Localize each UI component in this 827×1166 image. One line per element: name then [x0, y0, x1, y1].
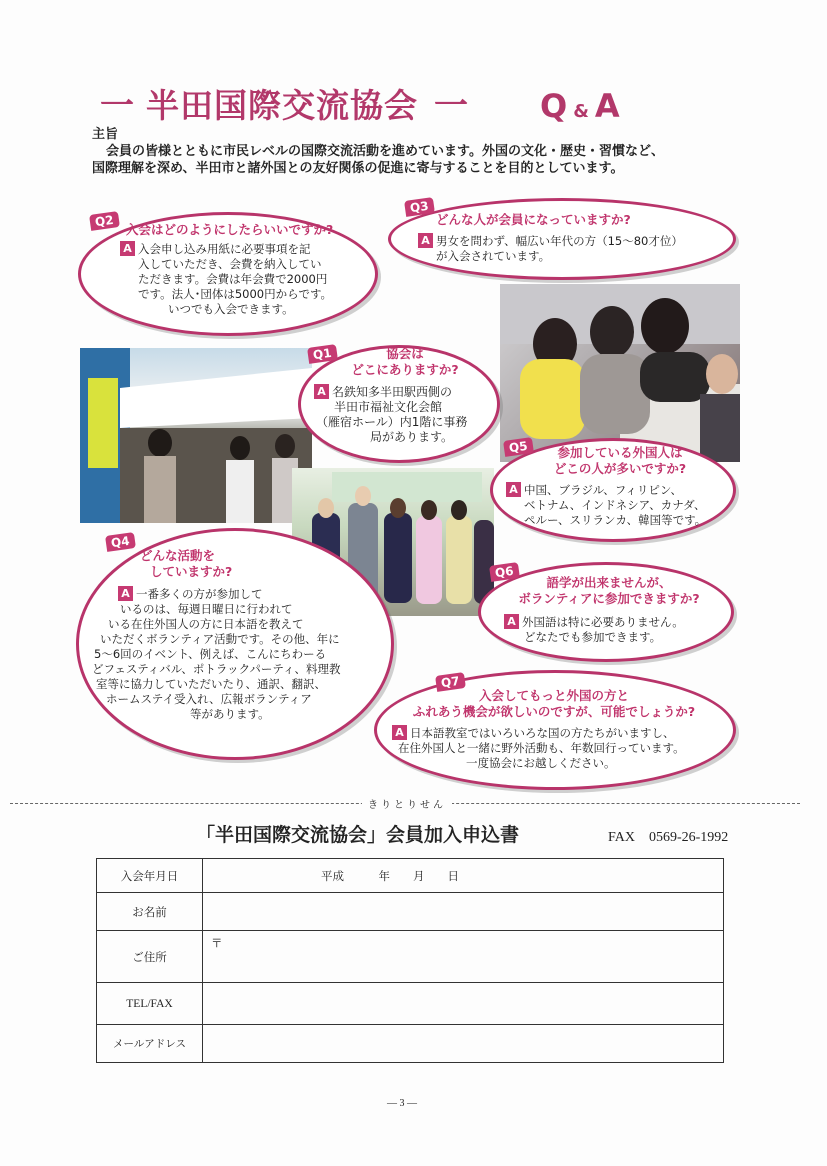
q4-answer: A 一番多くの方が参加して いるのは、毎週日曜日に行われて いる在住外国人の方に日本語を教えて いただくボランティア活動です。その他、年に 5～6回のイベント、例えば、こんにちわーる どフェスティバル、ポトラックパーティ、料理教 室等に協力していただいたり、通訳、翻訳、 ホームステイ受入れ、広報ボランティア 等があります。 — [92, 587, 341, 721]
cut-label: きりとりせん — [362, 796, 452, 811]
fax-number: FAX 0569-26-1992 — [608, 830, 729, 845]
email-field[interactable] — [203, 1025, 724, 1063]
q7-answer: A 日本語教室ではいろいろな国の方たちがいますし、 在住外国人と一緒に野外活動も、年数回行っています。 一度協会にお越しください。 — [392, 725, 728, 771]
name-field[interactable] — [203, 893, 724, 931]
festival-photo — [80, 348, 312, 523]
form-row-name — [97, 893, 724, 931]
q4-question: どんな活動を していますか? — [140, 548, 233, 579]
q5-tag: Q5 — [503, 437, 534, 457]
q1-question: 協会は どこにありますか? — [351, 346, 459, 377]
form-row-join-date — [97, 859, 724, 893]
q3-answer: A 男女を問わず、幅広い年代の方（15～80才位） が入会されています。 — [418, 233, 718, 264]
q2-answer: A 入会申し込み用紙に必要事項を記 入していただき、会費を納入してい ただきます。会費は年会費で2000円 です。法人･団体は5000円からです。 いつでも入会できます。 — [120, 241, 370, 317]
address-label: ご住所 — [97, 931, 203, 983]
q2-question: 入会はどのようにしたらいいですか? — [126, 222, 334, 237]
form-title: 「半田国際交流協会」会員加入申込書 — [196, 824, 520, 846]
purpose-line-1: 会員の皆様とともに市民レベルの国際交流活動を進めています。外国の文化・歴史・習慣など、 — [106, 144, 664, 159]
q6-answer: A 外国語は特に必要ありません。 どなたでも参加できます。 — [504, 614, 724, 645]
purpose-heading: 主旨 — [92, 127, 119, 142]
tel-fax-label: TEL/FAX — [97, 983, 203, 1025]
answer-badge: A — [120, 241, 135, 256]
q6-tag: Q6 — [489, 562, 520, 582]
join-date-field[interactable]: 平成 年 月 日 — [203, 859, 724, 893]
q3-question: どんな人が会員になっていますか? — [436, 212, 631, 227]
title-dash-right: 一 — [434, 86, 468, 126]
q7-question: 入会してもっと外国の方と ふれあう機会が欲しいのですが、可能でしょうか? — [412, 688, 696, 719]
q3-tag: Q3 — [404, 197, 435, 217]
purpose-section — [92, 126, 752, 177]
q6-question: 語学が出来ませんが、 ボランティアに参加できますか? — [518, 575, 700, 606]
form-row-address — [97, 931, 724, 983]
q2-tag: Q2 — [89, 211, 120, 231]
q1-answer: A 名鉄知多半田駅西側の 半田市福祉文化会館 （雁宿ホール）内1階に事務 局があります。 — [316, 385, 468, 444]
classroom-photo — [500, 284, 740, 462]
page-title — [100, 78, 622, 124]
title-qa: Q & A — [540, 87, 622, 125]
title-dash-left: 一 — [100, 86, 134, 126]
join-date-label: 入会年月日 — [97, 859, 203, 893]
q7-tag: Q7 — [435, 672, 466, 692]
q1-tag: Q1 — [307, 344, 338, 364]
q5-answer: A 中国、ブラジル、フィリピン、 ベトナム、インドネシア、カナダ、 ペルー、スリランカ、韓国等です。 — [506, 482, 726, 528]
name-label: お名前 — [97, 893, 203, 931]
email-label: メールアドレス — [97, 1025, 203, 1063]
title-main: 半田国際交流協会 — [146, 86, 418, 125]
form-row-tel-fax — [97, 983, 724, 1025]
q5-question: 参加している外国人は どこの人が多いですか? — [553, 445, 687, 476]
q4-tag: Q4 — [105, 532, 136, 552]
application-form — [96, 858, 724, 1063]
form-row-email — [97, 1025, 724, 1063]
address-field[interactable]: 〒 — [203, 931, 724, 983]
page-number: ― 3 ― — [387, 1098, 417, 1109]
tel-fax-field[interactable] — [203, 983, 724, 1025]
purpose-line-2: 国際理解を深め、半田市と諸外国との友好関係の促進に寄与することを目的としています。 — [92, 161, 624, 176]
